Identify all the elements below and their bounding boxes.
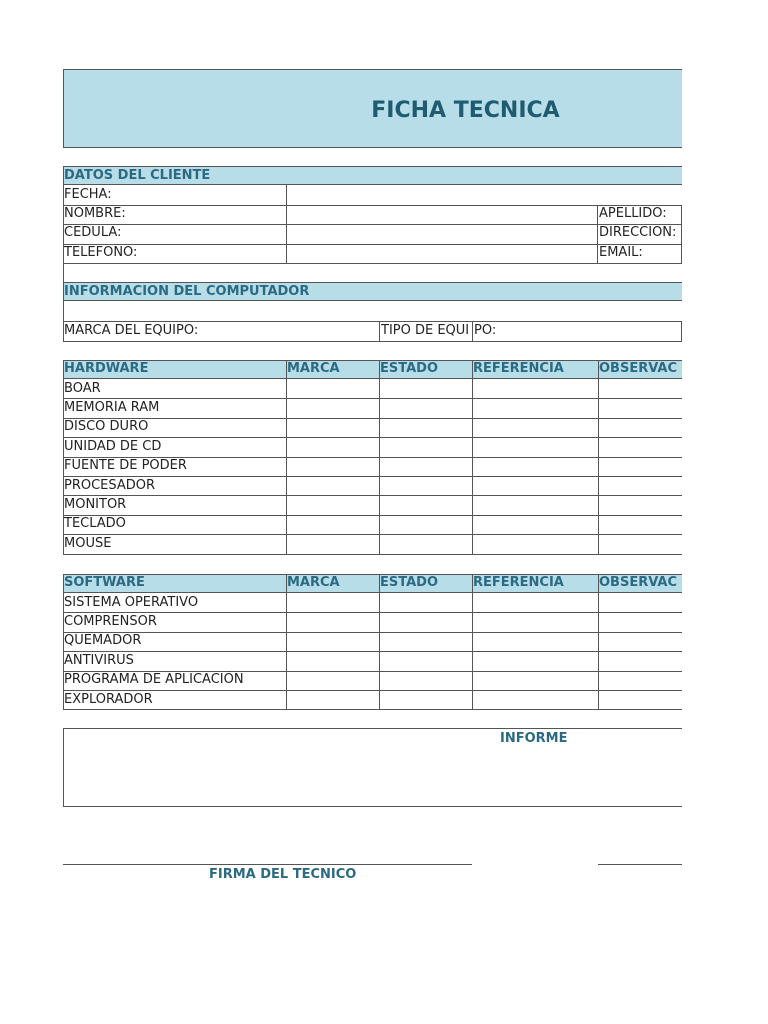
- informe-label: INFORME: [500, 731, 568, 746]
- software-input-cell[interactable]: [472, 671, 598, 690]
- hardware-input-cell[interactable]: [472, 534, 598, 553]
- tipo-equipo-label: TIPO DE EQUI: [381, 323, 470, 338]
- software-input-cell[interactable]: [379, 593, 472, 612]
- software-row-label: ANTIVIRUS: [64, 652, 134, 668]
- software-col-header: SOFTWARE: [64, 575, 145, 590]
- col-divider: [63, 574, 64, 709]
- software-row-label: QUEMADOR: [64, 633, 142, 649]
- software-col-header: OBSERVAC: [599, 575, 677, 590]
- row-divider: [63, 709, 682, 710]
- cedula-label: CEDULA:: [64, 225, 122, 240]
- hardware-input-cell[interactable]: [286, 457, 379, 476]
- software-row-label: PROGRAMA DE APLICACIÓN: [64, 672, 244, 688]
- col-divider: [286, 185, 287, 263]
- software-input-cell[interactable]: [472, 690, 598, 709]
- row-divider: [63, 554, 682, 555]
- email-label: EMAIL:: [599, 245, 643, 260]
- software-input-cell[interactable]: [598, 593, 682, 612]
- software-input-cell[interactable]: [598, 632, 682, 651]
- software-input-cell[interactable]: [286, 671, 379, 690]
- fecha-label: FECHA:: [64, 187, 112, 202]
- hardware-row-label: MEMORIA RAM: [64, 399, 160, 415]
- hardware-row-label: DISCO DURO: [64, 419, 149, 435]
- hardware-row-label: TECLADO: [64, 516, 126, 532]
- hardware-input-cell[interactable]: [472, 457, 598, 476]
- hardware-input-cell[interactable]: [472, 418, 598, 437]
- software-input-cell[interactable]: [286, 612, 379, 631]
- hardware-input-cell[interactable]: [286, 418, 379, 437]
- hardware-input-cell[interactable]: [379, 379, 472, 398]
- row-divider: [63, 205, 682, 206]
- software-input-cell[interactable]: [472, 632, 598, 651]
- hardware-input-cell[interactable]: [286, 495, 379, 514]
- hardware-input-cell[interactable]: [472, 398, 598, 417]
- hardware-input-cell[interactable]: [598, 398, 682, 417]
- nombre-label: NOMBRE:: [64, 206, 126, 221]
- hardware-input-cell[interactable]: [472, 495, 598, 514]
- telefono-label: TELEFONO:: [64, 245, 138, 260]
- hardware-input-cell[interactable]: [472, 515, 598, 534]
- col-divider: [286, 360, 287, 554]
- col-divider: [472, 360, 473, 554]
- col-divider: [472, 574, 473, 709]
- software-input-cell[interactable]: [472, 612, 598, 631]
- hardware-col-header: REFERENCIA: [473, 361, 564, 376]
- software-input-cell[interactable]: [379, 632, 472, 651]
- hardware-input-cell[interactable]: [379, 418, 472, 437]
- software-input-cell[interactable]: [379, 651, 472, 670]
- hardware-input-cell[interactable]: [598, 476, 682, 495]
- marca-equipo-label: MARCA DEL EQUIPO:: [64, 323, 199, 338]
- software-col-header: REFERENCIA: [473, 575, 564, 590]
- software-col-header: ESTADO: [380, 575, 439, 590]
- col-divider: [472, 321, 473, 341]
- signature-line-2: [598, 864, 682, 865]
- software-input-cell[interactable]: [286, 690, 379, 709]
- software-input-cell[interactable]: [379, 612, 472, 631]
- hardware-input-cell[interactable]: [598, 495, 682, 514]
- hardware-row-label: FUENTE DE PODER: [64, 458, 187, 474]
- hardware-col-header: ESTADO: [380, 361, 439, 376]
- hardware-input-cell[interactable]: [286, 515, 379, 534]
- hardware-input-cell[interactable]: [379, 457, 472, 476]
- informe-box[interactable]: [63, 728, 682, 807]
- divider: [63, 147, 682, 148]
- hardware-col-header: MARCA: [287, 361, 340, 376]
- software-input-cell[interactable]: [286, 593, 379, 612]
- software-input-cell[interactable]: [472, 593, 598, 612]
- hardware-row-label: MONITOR: [64, 496, 127, 512]
- hardware-input-cell[interactable]: [286, 437, 379, 456]
- software-input-cell[interactable]: [598, 651, 682, 670]
- hardware-input-cell[interactable]: [379, 534, 472, 553]
- software-row-label: COMPRENSOR: [64, 613, 157, 629]
- software-input-cell[interactable]: [379, 671, 472, 690]
- hardware-input-cell[interactable]: [286, 398, 379, 417]
- hardware-input-cell[interactable]: [598, 515, 682, 534]
- col-divider: [379, 574, 380, 709]
- cliente-header: DATOS DEL CLIENTE: [64, 168, 211, 183]
- hardware-row-label: BOAR: [64, 380, 101, 396]
- software-input-cell[interactable]: [598, 690, 682, 709]
- hardware-input-cell[interactable]: [379, 437, 472, 456]
- hardware-input-cell[interactable]: [472, 437, 598, 456]
- col-divider: [681, 321, 682, 341]
- hardware-col-header: HARDWARE: [64, 361, 149, 376]
- apellido-label: APELLIDO:: [599, 206, 667, 221]
- divider: [63, 341, 682, 342]
- software-row-label: SISTEMA OPERATIVO: [64, 594, 199, 610]
- col-divider: [63, 360, 64, 554]
- hardware-input-cell[interactable]: [379, 495, 472, 514]
- hardware-row-label: MOUSE: [64, 535, 112, 551]
- hardware-input-cell[interactable]: [472, 379, 598, 398]
- hardware-row-label: PROCESADOR: [64, 477, 156, 493]
- hardware-input-cell[interactable]: [598, 418, 682, 437]
- software-input-cell[interactable]: [598, 612, 682, 631]
- hardware-input-cell[interactable]: [472, 476, 598, 495]
- col-divider: [63, 166, 64, 283]
- software-input-cell[interactable]: [379, 690, 472, 709]
- hardware-input-cell[interactable]: [379, 398, 472, 417]
- software-row-label: EXPLORADOR: [64, 691, 153, 707]
- software-input-cell[interactable]: [286, 632, 379, 651]
- col-divider: [286, 574, 287, 709]
- row-divider: [63, 263, 682, 264]
- software-input-cell[interactable]: [598, 671, 682, 690]
- software-input-cell[interactable]: [286, 651, 379, 670]
- hardware-input-cell[interactable]: [379, 515, 472, 534]
- row-divider: [63, 224, 682, 225]
- col-divider: [379, 360, 380, 554]
- row-divider: [63, 244, 682, 245]
- page-title: FICHA TECNICA: [371, 98, 560, 123]
- tipo-equipo-label-cont: PO:: [474, 323, 497, 338]
- col-divider: [598, 360, 599, 554]
- hardware-input-cell[interactable]: [598, 457, 682, 476]
- col-divider: [597, 205, 598, 263]
- col-divider: [598, 574, 599, 709]
- cliente-header-band: [63, 166, 682, 185]
- col-divider: [379, 321, 380, 341]
- computador-header-band: [63, 282, 682, 301]
- computador-header: INFORMACION DEL COMPUTADOR: [64, 284, 310, 299]
- hardware-col-header: OBSERVAC: [599, 361, 677, 376]
- direccion-label: DIRECCION:: [599, 225, 677, 240]
- signature-line: [63, 864, 472, 865]
- hardware-input-cell[interactable]: [379, 476, 472, 495]
- hardware-input-cell[interactable]: [598, 379, 682, 398]
- col-divider: [681, 205, 682, 263]
- hardware-input-cell[interactable]: [598, 437, 682, 456]
- hardware-input-cell[interactable]: [598, 534, 682, 553]
- hardware-input-cell[interactable]: [286, 534, 379, 553]
- hardware-input-cell[interactable]: [286, 379, 379, 398]
- hardware-row-label: UNIDAD DE CD: [64, 438, 162, 454]
- divider: [63, 69, 64, 70]
- firma-tecnico-label: FIRMA DEL TECNICO: [209, 867, 357, 882]
- software-input-cell[interactable]: [472, 651, 598, 670]
- hardware-input-cell[interactable]: [286, 476, 379, 495]
- software-col-header: MARCA: [287, 575, 340, 590]
- title-band: [63, 69, 682, 148]
